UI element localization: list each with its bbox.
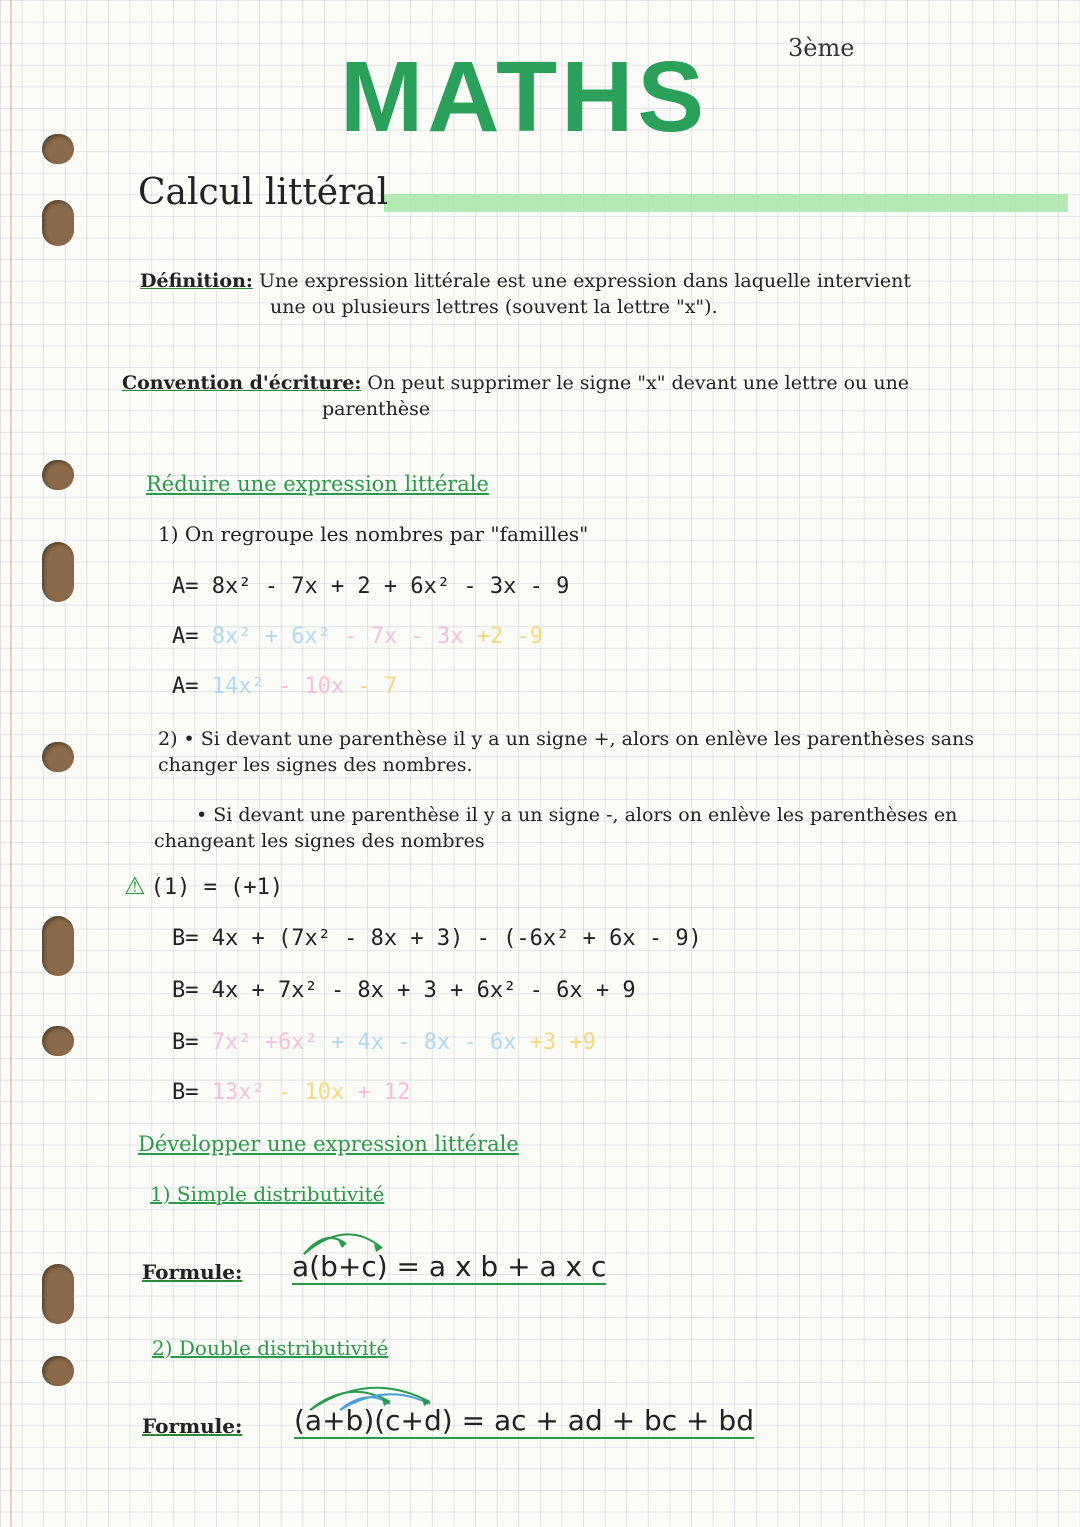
convention-text-1: On peut supprimer le signe "x" devant une lettre ou une xyxy=(367,372,910,394)
double-formula: (a+b)(c+d) = ac + ad + bc + bd xyxy=(294,1404,754,1437)
reduce-step-1: 1) On regroupe les nombres par "familles" xyxy=(158,522,589,546)
binder-hole xyxy=(42,542,74,602)
term-blue: 8x² xyxy=(211,624,252,649)
section-title: Calcul littéral xyxy=(138,172,389,213)
reduce-heading: Réduire une expression littérale xyxy=(146,472,489,496)
definition-line-1 xyxy=(140,270,911,292)
expr-a-line-2 xyxy=(172,624,543,649)
simple-distributivity-heading: 1) Simple distributivité xyxy=(150,1182,385,1206)
term-pink: 7x² xyxy=(211,1030,252,1055)
double-distributivity-heading: 2) Double distributivité xyxy=(152,1336,389,1360)
grade-label: 3ème xyxy=(788,34,855,62)
term-yellow: - 10x xyxy=(277,1080,345,1105)
expr-b-line-1: B= 4x + (7x² - 8x + 3) - (-6x² + 6x - 9) xyxy=(172,926,702,951)
warning-icon: ⚠ xyxy=(124,872,146,900)
term-pink: - 10x xyxy=(277,674,345,699)
rule-plus-line-1: 2) • Si devant une parenthèse il y a un signe +, alors on enlève les parenthèses sans xyxy=(158,728,974,750)
term-blue: - 8x xyxy=(397,1030,451,1055)
double-formula-label: Formule: xyxy=(142,1414,243,1438)
binder-hole xyxy=(42,1264,74,1324)
rule-minus-line-2: changeant les signes des nombres xyxy=(154,830,485,852)
term-yellow: - 7 xyxy=(357,674,398,699)
binder-hole xyxy=(42,742,74,772)
term-yellow: +2 xyxy=(476,624,504,649)
term-pink: - 3x xyxy=(410,624,464,649)
convention-text-2: parenthèse xyxy=(322,398,431,420)
page-title: MATHS xyxy=(340,41,709,153)
rule-minus-line-1: • Si devant une parenthèse il y a un signe -, alors on enlève les parenthèses en xyxy=(196,804,958,826)
expr-b-line-3 xyxy=(172,1030,596,1055)
definition-text-2: une ou plusieurs lettres (souvent la lettre "x"). xyxy=(270,296,718,318)
expr-a-line-1: A= 8x² - 7x + 2 + 6x² - 3x - 9 xyxy=(172,574,570,599)
term-blue: + 4x xyxy=(330,1030,384,1055)
term-pink: + 12 xyxy=(357,1080,411,1105)
term-pink: - 7x xyxy=(344,624,398,649)
term-pink: 13x² xyxy=(211,1080,265,1105)
expr-a-line-3 xyxy=(172,674,397,699)
term-blue: + 6x² xyxy=(264,624,331,649)
expr-prefix: B= xyxy=(172,1080,199,1105)
term-yellow: -9 xyxy=(516,624,543,649)
rule-plus-line-2: changer les signes des nombres. xyxy=(158,754,473,776)
simple-formula-label: Formule: xyxy=(142,1260,243,1284)
convention-label: Convention d'écriture: xyxy=(122,372,362,394)
expr-prefix: B= xyxy=(172,1030,199,1055)
term-yellow: +9 xyxy=(569,1030,596,1055)
term-yellow: +3 xyxy=(529,1030,557,1055)
binder-hole xyxy=(42,1026,74,1056)
section-highlight xyxy=(384,194,1068,212)
expr-b-line-2: B= 4x + 7x² - 8x + 3 + 6x² - 6x + 9 xyxy=(172,978,636,1003)
expr-prefix: A= xyxy=(172,674,199,699)
expr-prefix: A= xyxy=(172,624,199,649)
definition-text-1: Une expression littérale est une expression dans laquelle intervient xyxy=(258,270,912,292)
binder-hole xyxy=(42,134,74,164)
warning-line xyxy=(124,872,283,900)
convention-line-1 xyxy=(122,372,909,394)
expr-b-line-4 xyxy=(172,1080,410,1105)
simple-formula: a(b+c) = a x b + a x c xyxy=(292,1250,607,1283)
definition-label: Définition: xyxy=(140,270,253,292)
binder-hole xyxy=(42,1356,74,1386)
term-blue: - 6x xyxy=(463,1030,517,1055)
binder-hole xyxy=(42,916,74,976)
warning-text: (1) = (+1) xyxy=(150,875,284,900)
binder-hole xyxy=(42,460,74,490)
binder-hole xyxy=(42,200,74,246)
develop-heading: Développer une expression littérale xyxy=(138,1132,519,1156)
term-pink: +6x² xyxy=(264,1030,318,1055)
margin-line xyxy=(10,0,12,1527)
term-blue: 14x² xyxy=(211,674,265,699)
